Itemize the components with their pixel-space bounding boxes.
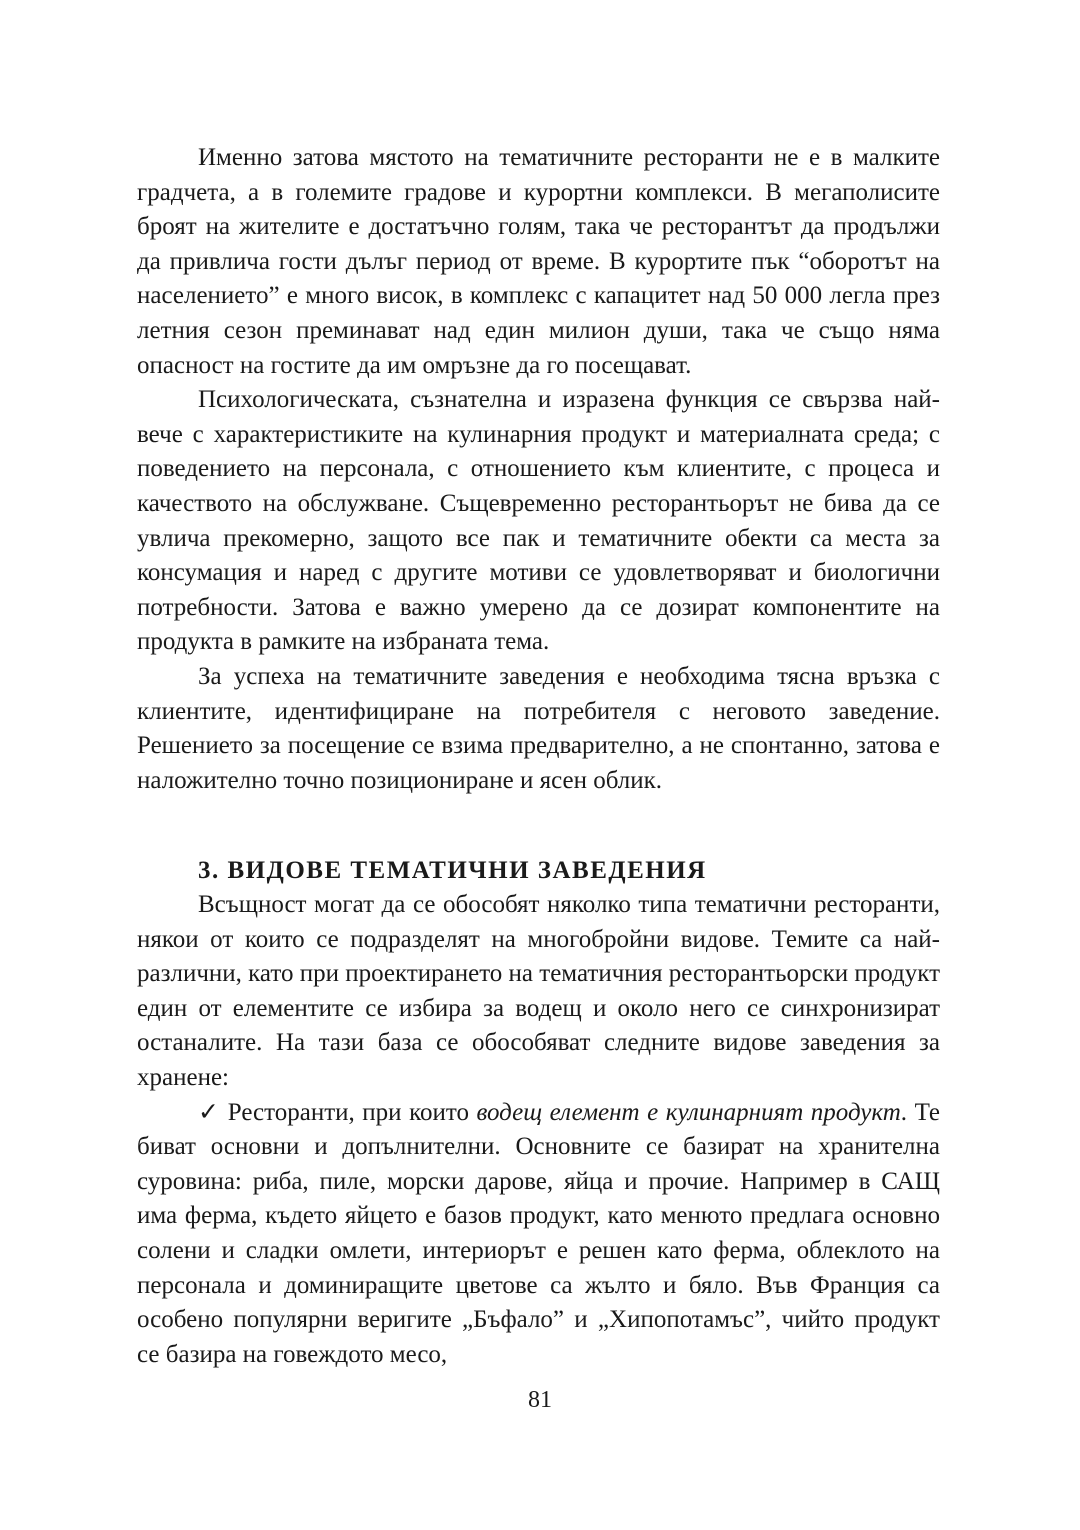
page-number: 81: [528, 1387, 552, 1413]
bullet-rest-text: . Те биват основни и допълнителни. Основните се базират на хранителна суровина: риба, пиле, морски дарове, яйца и прочие. Например в САЩ има ферма, където яйцето е базов продукт, като менюто предлага основно солени и сладки омлети, интериорът е решен като ферма, облеклото на персонала и доминиращите цветове са жълто и бяло. Във Франция са особено популярни веригите „Бъфало” и „Хипопотамъс”, чийто продукт се базира на говеждото месо,: [137, 1098, 940, 1368]
paragraph-thematic-restaurant-location: Именно затова мястото на тематичните ресторанти не е в малките градчета, а в големите градове и курортни комплекси. В мегаполисите броят на жителите е достатъчно голям, така че ресторантът да продължи да привлича гости дълъг период от време. В курортите пък “оборотът на населението” е много висок, в комплекс с капацитет над 50 000 легла през летния сезон преминават над един милион души, така че също няма опасност на гостите да им омръзне да го посещават.: [137, 144, 940, 379]
paragraph-types-intro: Всъщност могат да се обособят няколко типа тематични ресторанти, някои от които се подразделят на многобройни видове. Темите са най-различни, като при проектирането на тематичния ресторантьорски продукт един от елементите се избира за водещ и около него се синхронизират останалите. На тази база се обособяват следните видове заведения за хранене:: [137, 891, 940, 1091]
paragraph-psychological-function: Психологическата, съзнателна и изразена функция се свързва най-вече с характеристиките на кулинарния продукт и материалната среда; с поведението на персонала, с отношението към клиентите, с процеса и качеството на обслужване. Същевременно ресторантьорът не бива да се увлича прекомерно, защото все пак и тематичните обекти са места за консумация и наред с другите мотиви се удовлетворяват и биологични потребности. Затова е важно умерено да се дозират компонентите на продукта в рамките на избраната тема.: [137, 386, 940, 656]
checkmark-icon: ✓: [198, 1098, 221, 1126]
text-block-upper: [137, 141, 940, 798]
bullet-emphasis-text: водещ елемент е кулинарният продукт: [476, 1098, 901, 1126]
text-block-lower: [137, 888, 940, 1372]
bullet-item-culinary-product: [137, 1096, 940, 1373]
paragraph-success-factors: За успеха на тематичните заведения е необходима тясна връзка с клиентите, идентифициране на потребителя с неговото заведение. Решението за посещение се взима предварително, а не спонтанно, затова е наложително точно позициониране и ясен облик.: [137, 662, 940, 794]
section-heading: 3. ВИДОВЕ ТЕМАТИЧНИ ЗАВЕДЕНИЯ: [198, 857, 707, 884]
bullet-lead-text: Ресторанти, при които: [220, 1098, 477, 1126]
